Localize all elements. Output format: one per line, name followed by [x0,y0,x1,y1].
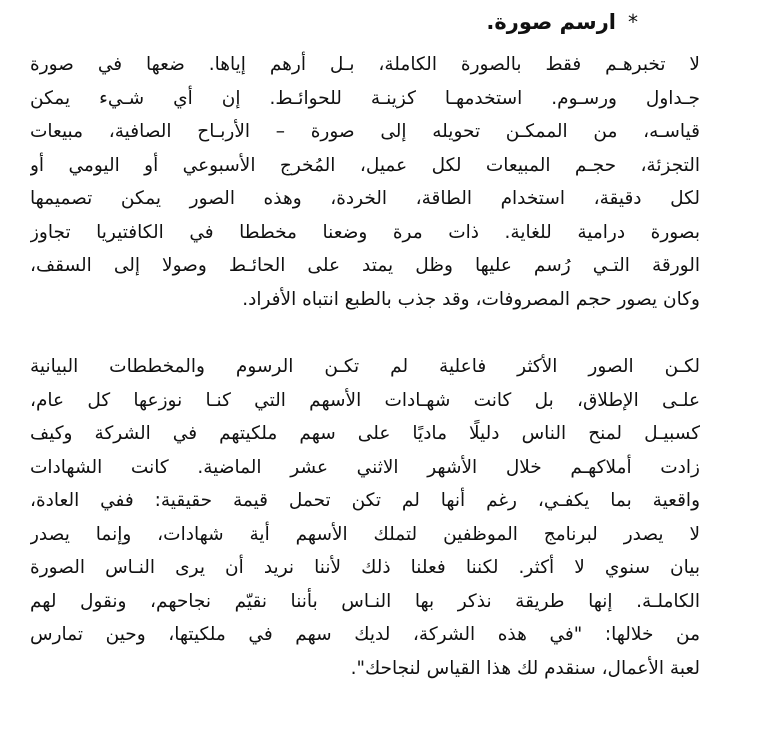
text-line: علـى الإطلاق، بل كانت شهـادات الأسهم التي كنـا نوزعها كل عام، [30,389,700,411]
text-line: التجزئة، حجـم المبيعات لكل عميل، المُخرج الأسبوعي أو اليومي أو [30,154,700,176]
section-heading [486,8,638,36]
text-line: الكاملـة. إنها طريقة نذكر بها النـاس بأننا نقيّم نجاحهم، ونقول لهم [30,590,700,612]
text-line: واقعية بما يكفـي، رغم أنها لم تكن تحمل قيمة حقيقية: ففي العادة، [30,490,700,511]
text-line: لكل دقيقة، استخدام الطاقة، الخردة، وهذه الصور يمكن تصميمها [30,188,700,209]
text-line: من خلالها: "في هذه الشركة، لديك سهم في ملكيتها، وحين تمارس [30,624,700,645]
text-line: قياسـه، من الممكـن تحويله إلى صورة – الأربـاح الصافية، مبيعات [30,121,700,142]
text-line: لكـن الصور الأكثر فاعلية لم تكـن الرسوم والمخططات البيانية [30,356,700,377]
paragraph-2 [30,350,700,685]
text-line: وكان يصور حجم المصروفات، وقد جذب بالطبع انتباه الأفراد. [242,288,700,310]
text-line: الورقة التـي رُسم عليها وظل يمتد على الحائـط وصولا إلى السقف، [30,255,700,276]
text-line: بيان سنوي لا أكثر. لكننا فعلنا ذلك لأننا نريد أن يرى النـاس الصورة [30,557,700,578]
paragraph-1 [30,48,700,316]
text-line: بصورة درامية للغاية. ذات مرة وضعنا مخططا في الكافتيريا تجاوز [30,221,700,243]
heading-text: ارسم صورة. [486,10,616,34]
text-line: جـداول ورسـوم. استخدمهـا كزينـة للحوائـط. إن أي شـيء يمكن [30,87,700,109]
text-line: لعبة الأعمال، سنقدم لك هذا القياس لنجاحك". [350,657,700,679]
text-line: زادت أملاكهـم خلال الأشهر الاثني عشر الماضية. كانت الشهادات [30,456,700,478]
text-line: لا تخبرهـم فقط بالصورة الكاملة، بـل أرهم إياها. ضعها في صورة [30,54,700,75]
text-line: كسبيـل لمنح الناس دليلًا ماديًا على سهم ملكيتهم في الشركة وكيف [30,423,700,444]
asterisk-bullet: * [628,10,638,34]
text-line: لا يصدر لبرنامج الموظفين لتملك الأسهم أية شهادات، وإنما يصدر [30,523,700,545]
